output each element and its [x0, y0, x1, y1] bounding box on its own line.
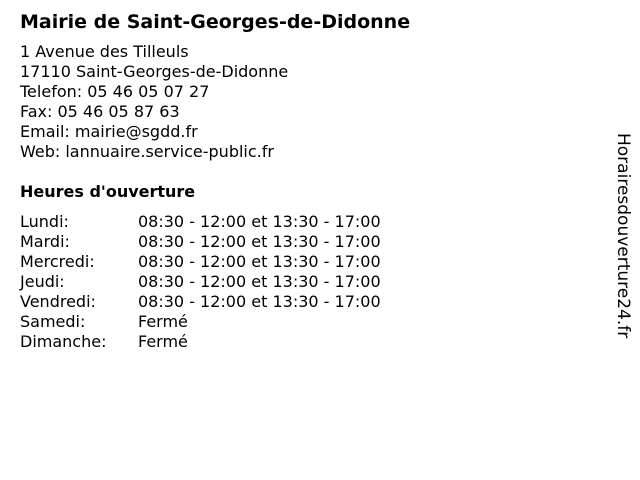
day-hours: 08:30 - 12:00 et 13:30 - 17:00: [138, 212, 381, 231]
day-hours: 08:30 - 12:00 et 13:30 - 17:00: [138, 252, 381, 271]
contact-block: [20, 42, 600, 162]
day-hours: 08:30 - 12:00 et 13:30 - 17:00: [138, 292, 381, 311]
website: Web: lannuaire.service-public.fr: [20, 142, 274, 161]
brand-watermark: Horairesdouverture24.fr: [613, 133, 633, 339]
day-hours: 08:30 - 12:00 et 13:30 - 17:00: [138, 272, 381, 291]
day-hours: Fermé: [138, 312, 188, 331]
address-street: 1 Avenue des Tilleuls: [20, 42, 189, 61]
hours-table: [20, 212, 600, 352]
fax-number: Fax: 05 46 05 87 63: [20, 102, 180, 121]
hours-row-saturday: [20, 312, 600, 332]
hours-row-sunday: [20, 332, 600, 352]
hours-row-tuesday: [20, 232, 600, 252]
page-title: Mairie de Saint-Georges-de-Didonne: [20, 11, 411, 33]
email-address: Email: mairie@sgdd.fr: [20, 122, 198, 141]
hours-row-friday: [20, 292, 600, 312]
day-label: Mercredi:: [20, 252, 95, 271]
hours-heading: Heures d'ouverture: [20, 182, 196, 201]
day-label: Jeudi:: [20, 272, 65, 291]
hours-row-thursday: [20, 272, 600, 292]
day-hours: 08:30 - 12:00 et 13:30 - 17:00: [138, 232, 381, 251]
address-city: 17110 Saint-Georges-de-Didonne: [20, 62, 289, 81]
day-label: Vendredi:: [20, 292, 96, 311]
hours-row-wednesday: [20, 252, 600, 272]
day-hours: Fermé: [138, 332, 188, 351]
hours-row-monday: [20, 212, 600, 232]
business-card: [20, 10, 600, 352]
day-label: Dimanche:: [20, 332, 107, 351]
phone-number: Telefon: 05 46 05 07 27: [20, 82, 210, 101]
day-label: Mardi:: [20, 232, 70, 251]
day-label: Lundi:: [20, 212, 69, 231]
day-label: Samedi:: [20, 312, 86, 331]
